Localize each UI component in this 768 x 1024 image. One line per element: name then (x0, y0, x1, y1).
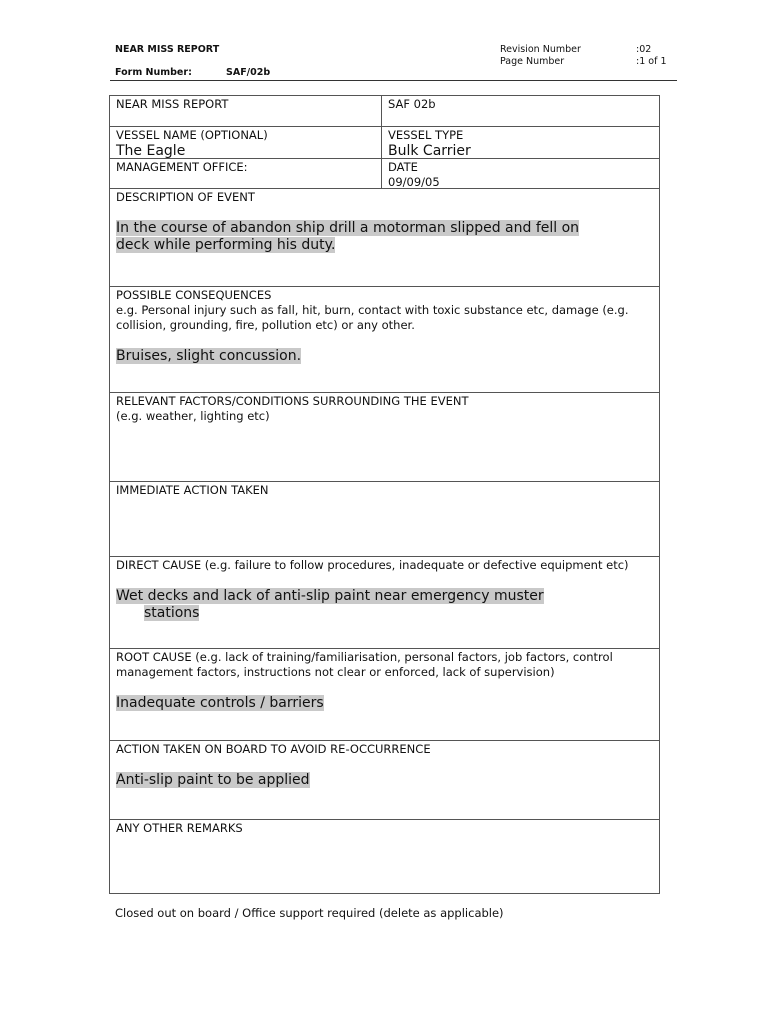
office-date-row (110, 158, 659, 188)
root-cause-cell[interactable] (110, 649, 659, 740)
direct-cause-row (110, 556, 659, 648)
relevant-factors-cell[interactable] (110, 393, 659, 481)
form-code-cell (382, 96, 659, 126)
consequences-answer[interactable] (116, 348, 653, 365)
management-office-cell[interactable] (110, 159, 382, 188)
other-remarks-label: ANY OTHER REMARKS (116, 821, 243, 835)
header-divider (110, 80, 677, 81)
page-number-label: Page Number (500, 56, 565, 67)
consequences-hint: e.g. Personal injury such as fall, hit, burn, contact with toxic substance etc, damage (e.g. (116, 303, 629, 317)
consequences-cell[interactable] (110, 287, 659, 392)
direct-cause-answer[interactable] (116, 588, 653, 622)
relevant-factors-label: RELEVANT FACTORS/CONDITIONS SURROUNDING THE EVENT (116, 394, 469, 408)
document-title: NEAR MISS REPORT (115, 44, 220, 55)
relevant-factors-row (110, 392, 659, 481)
vessel-name-value[interactable]: The Eagle (116, 143, 186, 159)
action-on-board-answer[interactable] (116, 772, 653, 789)
description-label: DESCRIPTION OF EVENT (116, 190, 255, 204)
form-code-label: SAF 02b (388, 97, 436, 111)
root-cause-label-continued: management factors, instructions not clear or enforced, lack of supervision) (116, 665, 555, 679)
other-remarks-cell[interactable] (110, 820, 659, 893)
action-on-board-label: ACTION TAKEN ON BOARD TO AVOID RE-OCCURRENCE (116, 742, 431, 756)
relevant-factors-hint: (e.g. weather, lighting etc) (116, 409, 270, 423)
immediate-action-cell[interactable] (110, 482, 659, 556)
management-office-label: MANAGEMENT OFFICE: (116, 160, 248, 174)
action-on-board-value: Anti-slip paint to be applied (116, 772, 310, 788)
root-cause-row (110, 648, 659, 740)
consequences-value: Bruises, slight concussion. (116, 348, 302, 364)
form-number: SAF/02b (226, 67, 271, 78)
vessel-type-label: VESSEL TYPE (388, 128, 464, 142)
description-answer[interactable] (116, 220, 653, 254)
revision-number-label: Revision Number (500, 44, 581, 55)
action-on-board-row (110, 740, 659, 819)
date-label: DATE (388, 160, 418, 174)
direct-cause-cell[interactable] (110, 557, 659, 648)
root-cause-answer[interactable] (116, 695, 653, 712)
description-row (110, 188, 659, 286)
vessel-type-cell[interactable] (382, 127, 659, 158)
vessel-name-cell[interactable] (110, 127, 382, 158)
form-number-label: Form Number: (115, 67, 192, 78)
vessel-type-value[interactable]: Bulk Carrier (388, 143, 471, 159)
form-title-cell (110, 96, 382, 126)
date-cell[interactable] (382, 159, 659, 188)
description-cell[interactable] (110, 189, 659, 286)
revision-number-value: :02 (636, 44, 652, 55)
consequences-hint: collision, grounding, fire, pollution etc) or any other. (116, 318, 415, 332)
root-cause-value: Inadequate controls / barriers (116, 695, 324, 711)
description-line: In the course of abandon ship drill a motorman slipped and fell on (116, 220, 580, 236)
immediate-action-label: IMMEDIATE ACTION TAKEN (116, 483, 269, 497)
description-line: deck while performing his duty. (116, 237, 336, 253)
form-title-label: NEAR MISS REPORT (116, 97, 229, 111)
root-cause-label: ROOT CAUSE (e.g. lack of training/familiarisation, personal factors, job factors, control (116, 650, 613, 664)
page-number-value: :1 of 1 (636, 56, 667, 67)
form-title-row (110, 96, 659, 126)
vessel-row (110, 126, 659, 158)
date-value[interactable]: 09/09/05 (388, 175, 440, 189)
vessel-name-label: VESSEL NAME (OPTIONAL) (116, 128, 268, 142)
near-miss-form (109, 95, 660, 894)
direct-cause-line: stations (144, 605, 200, 621)
direct-cause-line: Wet decks and lack of anti-slip paint near emergency muster (116, 588, 544, 604)
consequences-row (110, 286, 659, 392)
other-remarks-row (110, 819, 659, 893)
footer-note: Closed out on board / Office support required (delete as applicable) (115, 906, 504, 920)
action-on-board-cell[interactable] (110, 741, 659, 819)
immediate-action-row (110, 481, 659, 556)
consequences-label: POSSIBLE CONSEQUENCES (116, 288, 272, 302)
direct-cause-label: DIRECT CAUSE (e.g. failure to follow procedures, inadequate or defective equipment etc) (116, 558, 629, 572)
